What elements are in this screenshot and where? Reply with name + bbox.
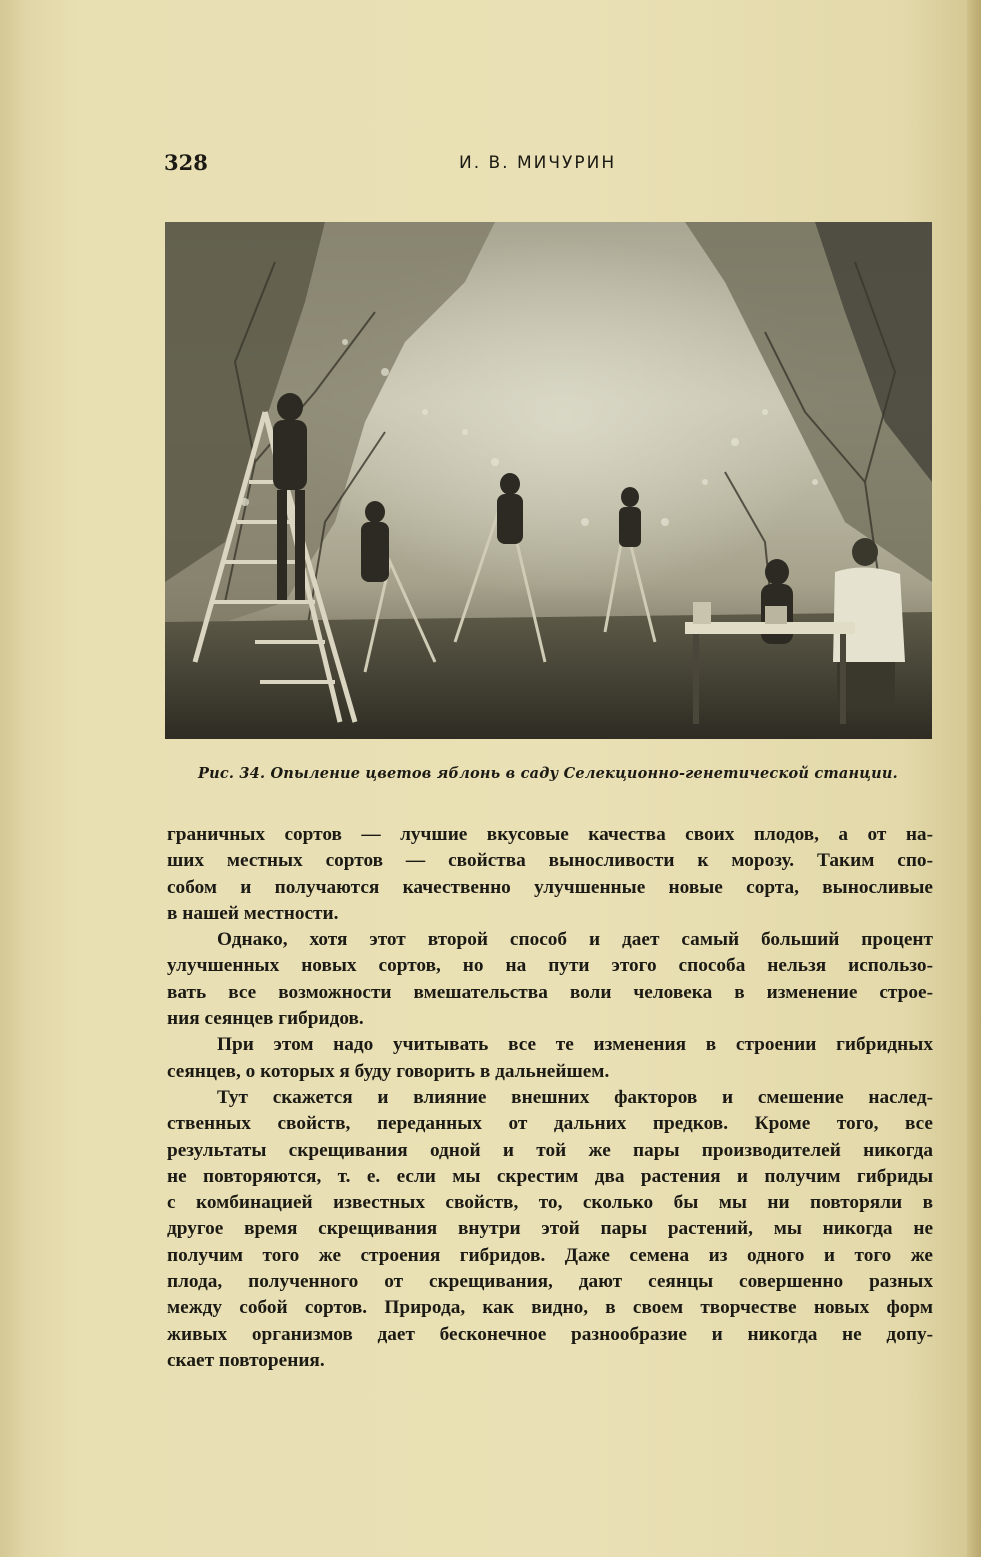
text-line: При этом надо учитывать все те изменения в строении гибридных bbox=[217, 1034, 933, 1056]
text-line: сеянцев, о которых я буду говорить в дальнейшем. bbox=[167, 1060, 610, 1082]
text-line: другое время скрещивания внутри этой пары растений, мы никогда не bbox=[167, 1218, 933, 1240]
paragraph bbox=[167, 927, 933, 1032]
orchard-photo-illustration bbox=[165, 222, 932, 739]
text-line: ственных свойств, переданных от дальних предков. Кроме того, все bbox=[167, 1113, 933, 1135]
text-line: улучшенных новых сортов, но на пути этого способа нельзя использо- bbox=[167, 955, 933, 977]
page-edge bbox=[967, 0, 981, 1557]
figure-photo bbox=[165, 222, 932, 739]
page-number: 328 bbox=[164, 150, 208, 175]
text-line: скает повторения. bbox=[167, 1349, 325, 1371]
page-gutter-shadow bbox=[0, 0, 24, 1557]
paragraph bbox=[167, 1032, 933, 1085]
text-line: собом и получаются качественно улучшенные новые сорта, выносливые bbox=[167, 876, 933, 898]
text-line: не повторяются, т. е. если мы скрестим два растения и получим гибриды bbox=[167, 1165, 933, 1187]
page-header bbox=[164, 150, 934, 182]
text-line: Тут скажется и влияние внешних факторов и смешение наслед- bbox=[217, 1086, 933, 1108]
paragraph bbox=[167, 1085, 933, 1374]
running-head: И. В. МИЧУРИН bbox=[459, 153, 617, 173]
text-line: с комбинацией известных свойств, то, сколько бы мы ни повторяли в bbox=[167, 1192, 933, 1214]
body-text bbox=[167, 822, 933, 1374]
text-line: между собой сортов. Природа, как видно, в своем творчестве новых форм bbox=[167, 1297, 933, 1319]
text-line: граничных сортов — лучшие вкусовые качества своих плодов, а от на- bbox=[167, 824, 933, 845]
figure-caption: Рис. 34. Опыление цветов яблонь в саду Селекционно-генетической станции. bbox=[198, 765, 898, 782]
text-line: результаты скрещивания одной и той же пары производителей никогда bbox=[167, 1139, 933, 1161]
paragraph bbox=[167, 822, 933, 927]
text-line: вать все возможности вмешательства воли человека в изменение строе- bbox=[167, 981, 933, 1003]
text-line: ния сеянцев гибридов. bbox=[167, 1008, 364, 1030]
text-line: ших местных сортов — свойства выносливости к морозу. Таким спо- bbox=[167, 850, 933, 872]
text-line: получим того же строения гибридов. Даже семена из одного и того же bbox=[167, 1244, 933, 1266]
text-line: в нашей местности. bbox=[167, 902, 339, 924]
text-line: живых организмов дает бесконечное разнообразие и никогда не допу- bbox=[167, 1323, 933, 1345]
text-line: плода, полученного от скрещивания, дают сеянцы совершенно разных bbox=[167, 1271, 933, 1293]
text-line: Однако, хотя этот второй способ и дает самый больший процент bbox=[217, 929, 933, 951]
